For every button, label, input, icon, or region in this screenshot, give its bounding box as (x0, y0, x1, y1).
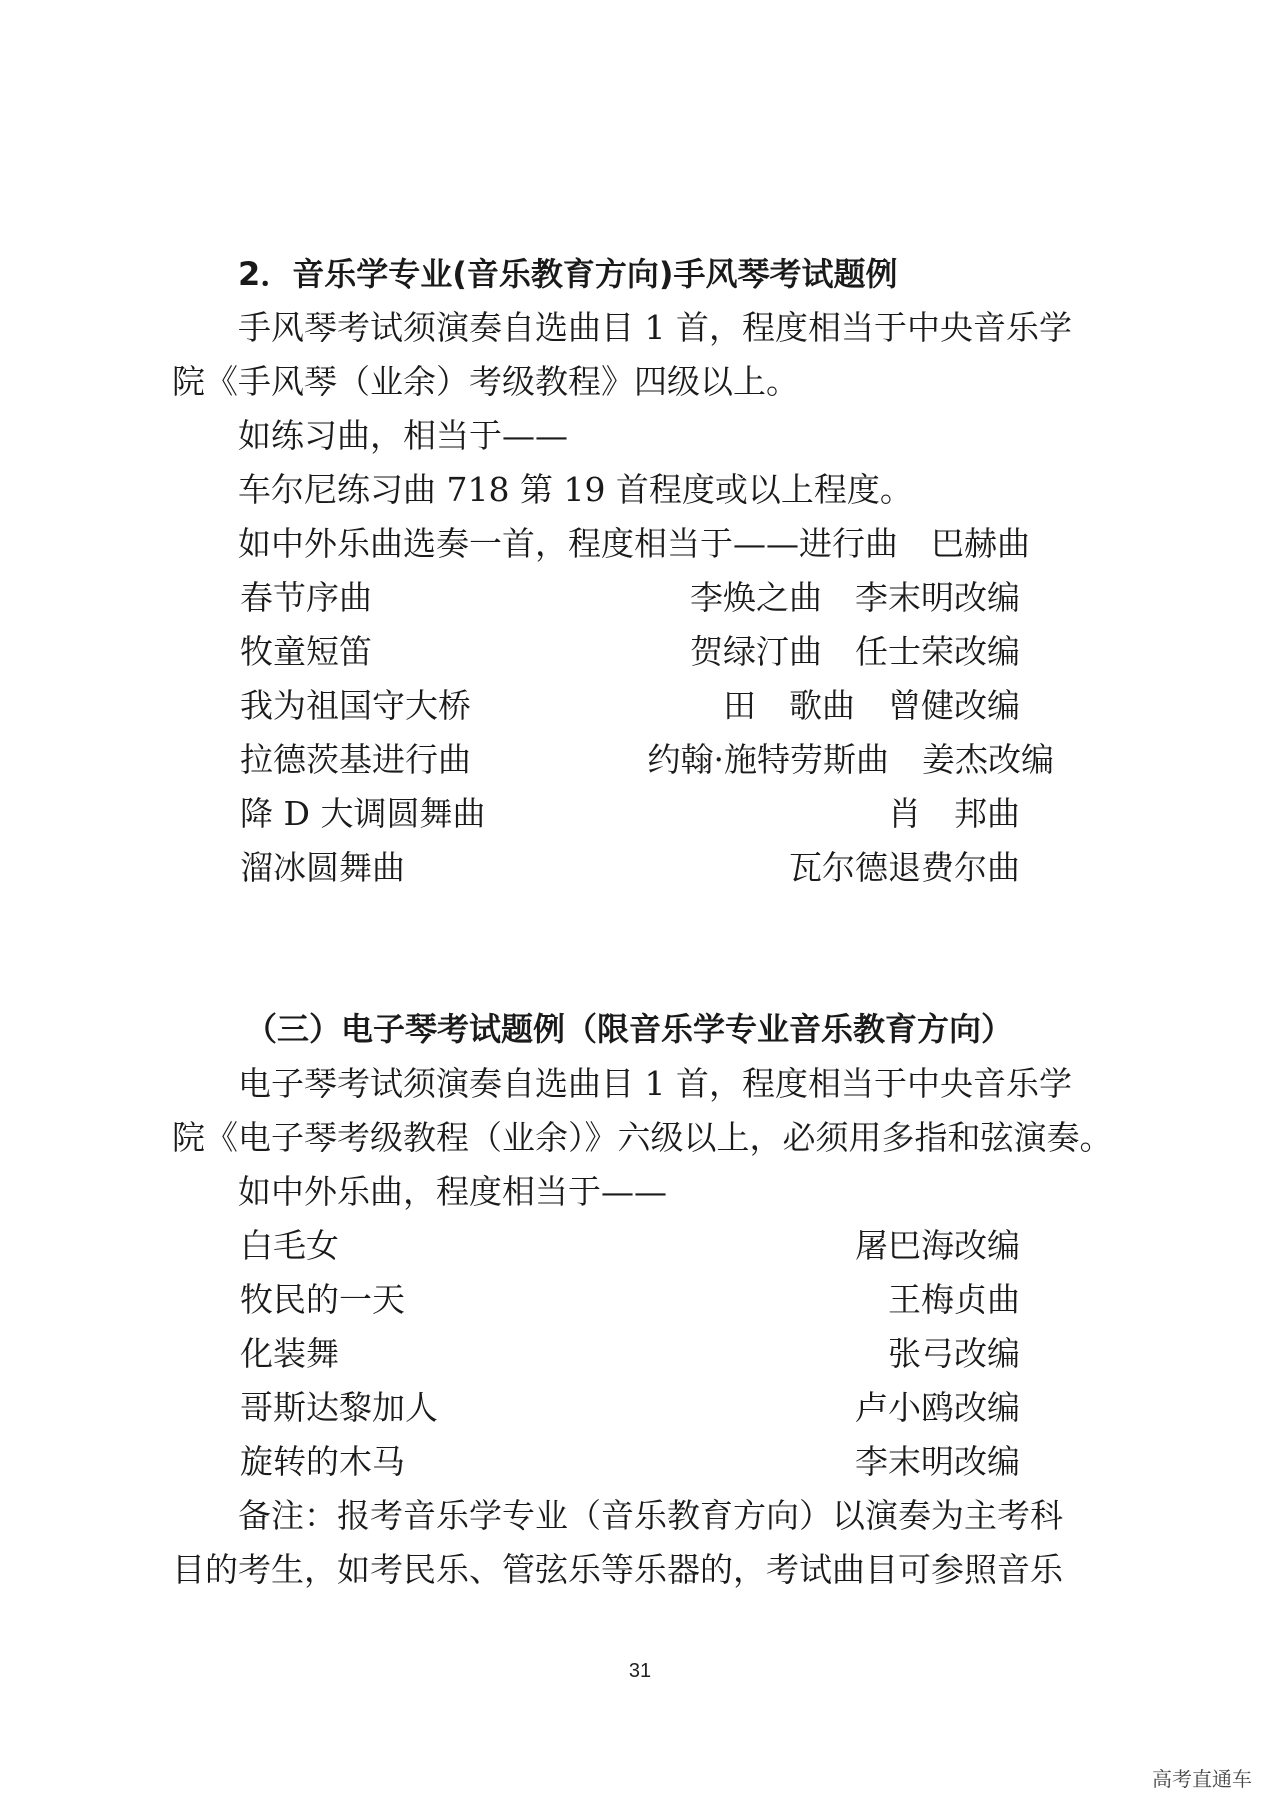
paragraph-line: 院《手风琴（业余）考级教程》四级以上。 (172, 362, 799, 401)
section-heading-keyboard: （三）电子琴考试题例（限音乐学专业音乐教育方向） (245, 1010, 1014, 1048)
piece-title: 溜冰圆舞曲 (240, 848, 405, 887)
piece-author: 张弓改编 (888, 1334, 1020, 1373)
paragraph-line: 电子琴考试须演奏自选曲目 1 首，程度相当于中央音乐学 (238, 1064, 1072, 1103)
piece-author: 李焕之曲 李末明改编 (690, 578, 1020, 617)
etude-intro: 如练习曲，相当于—— (238, 416, 568, 455)
watermark-text: 高考直通车 (1152, 1767, 1252, 1791)
piece-author: 肖 邦曲 (888, 794, 1020, 833)
piece-title: 春节序曲 (240, 578, 372, 617)
etude-text: 车尔尼练习曲 718 第 19 首程度或以上程度。 (238, 470, 913, 509)
paragraph-line: 院《电子琴考级教程（业余）》六级以上，必须用多指和弦演奏。 (172, 1118, 1113, 1157)
note-line: 备注：报考音乐学专业（音乐教育方向）以演奏为主考科 (238, 1496, 1063, 1535)
piece-author: 李末明改编 (855, 1442, 1020, 1481)
piece-author: 王梅贞曲 (888, 1280, 1020, 1319)
piece-author: 贺绿汀曲 任士荣改编 (690, 632, 1020, 671)
piece-title: 拉德茨基进行曲 (240, 740, 471, 779)
piece-author: 约翰·施特劳斯曲 姜杰改编 (647, 740, 1054, 779)
piece-title: 白毛女 (240, 1226, 339, 1265)
section-heading-accordion: 2．音乐学专业(音乐教育方向)手风琴考试题例 (238, 255, 898, 293)
pieces-intro: 如中外乐曲选奏一首，程度相当于——进行曲 巴赫曲 (238, 524, 1030, 563)
piece-author: 屠巴海改编 (855, 1226, 1020, 1265)
page-number: 31 (628, 1660, 652, 1682)
piece-author: 卢小鸥改编 (855, 1388, 1020, 1427)
piece-title: 哥斯达黎加人 (240, 1388, 438, 1427)
piece-title: 化装舞 (240, 1334, 339, 1373)
pieces-intro: 如中外乐曲，程度相当于—— (238, 1172, 667, 1211)
piece-title: 我为祖国守大桥 (240, 686, 471, 725)
piece-title: 降 D 大调圆舞曲 (240, 794, 486, 833)
piece-author: 瓦尔德退费尔曲 (789, 848, 1020, 887)
piece-author: 田 歌曲 曾健改编 (723, 686, 1020, 725)
piece-title: 牧民的一天 (240, 1280, 405, 1319)
note-line: 目的考生，如考民乐、管弦乐等乐器的，考试曲目可参照音乐 (172, 1550, 1063, 1589)
piece-title: 旋转的木马 (240, 1442, 405, 1481)
piece-title: 牧童短笛 (240, 632, 372, 671)
paragraph-line: 手风琴考试须演奏自选曲目 1 首，程度相当于中央音乐学 (238, 308, 1072, 347)
